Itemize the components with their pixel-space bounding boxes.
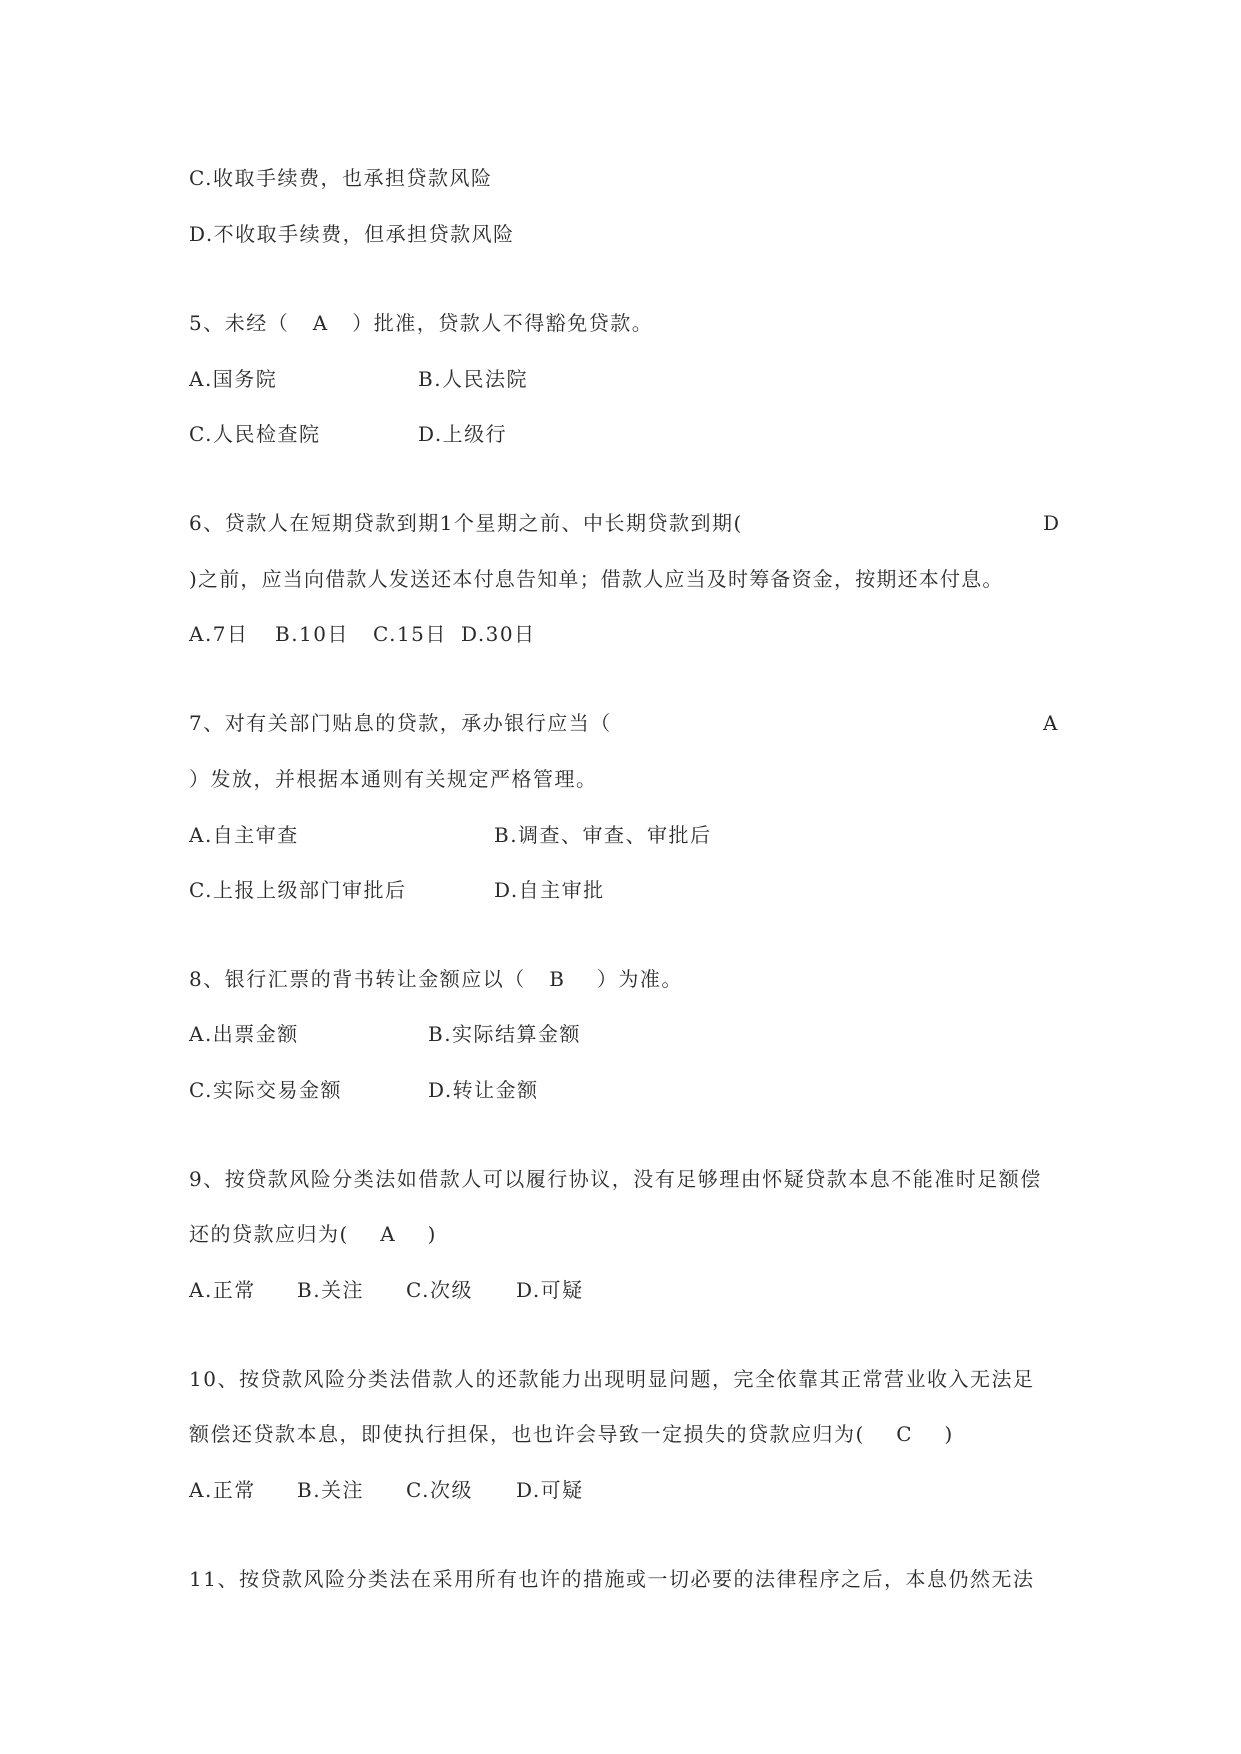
q8-option-c: C.实际交易金额 xyxy=(189,1078,342,1102)
q9-option-d: D.可疑 xyxy=(516,1278,584,1302)
q4-option-d: D.不收取手续费，但承担贷款风险 xyxy=(189,222,515,246)
q10-option-c: C.次级 xyxy=(406,1478,473,1502)
q5-option-a: A.国务院 xyxy=(189,367,278,391)
q8-option-a: A.出票金额 xyxy=(189,1022,299,1046)
q5-option-b: B.人民法院 xyxy=(418,367,529,391)
q10-option-a: A.正常 xyxy=(189,1478,256,1502)
q6-option-c: C.15日 xyxy=(373,622,447,646)
q7-option-b: B.调查、审查、审批后 xyxy=(494,823,712,847)
q10-stem-line2: 额偿还贷款本息，即使执行担保，也也许会导致一定损失的贷款应归为( C ) xyxy=(189,1422,954,1446)
q4-option-c: C.收取手续费，也承担贷款风险 xyxy=(189,166,493,190)
q9-stem-line1: 9、按贷款风险分类法如借款人可以履行协议，没有足够理由怀疑贷款本息不能准时足额偿 xyxy=(189,1167,1042,1191)
q9-stem-line2: 还的贷款应归为( A ) xyxy=(189,1222,437,1246)
q7-answer: A xyxy=(1043,711,1058,735)
q9-option-a: A.正常 xyxy=(189,1278,256,1302)
q8-stem: 8、银行汇票的背书转让金额应以（ B ）为准。 xyxy=(189,967,683,991)
q5-option-c: C.人民检查院 xyxy=(189,422,321,446)
q10-option-d: D.可疑 xyxy=(516,1478,584,1502)
q10-option-b: B.关注 xyxy=(297,1478,365,1502)
q9-option-c: C.次级 xyxy=(406,1278,473,1302)
q10-stem-line1: 10、按贷款风险分类法借款人的还款能力出现明显问题，完全依靠其正常营业收入无法足 xyxy=(189,1367,1035,1391)
q7-option-c: C.上报上级部门审批后 xyxy=(189,878,407,902)
q6-option-a: A.7日 xyxy=(189,622,249,646)
q6-answer: D xyxy=(1043,511,1060,535)
q8-option-d: D.转让金额 xyxy=(428,1078,539,1102)
q9-option-b: B.关注 xyxy=(297,1278,365,1302)
q5-stem: 5、未经（ A ）批准，贷款人不得豁免贷款。 xyxy=(189,311,654,335)
q7-stem-line1: 7、对有关部门贴息的贷款，承办银行应当（ xyxy=(189,711,612,735)
q5-option-d: D.上级行 xyxy=(418,422,508,446)
q6-stem-line2: )之前，应当向借款人发送还本付息告知单；借款人应当及时筹备资金，按期还本付息。 xyxy=(189,567,1004,591)
q6-option-d: D.30日 xyxy=(461,622,536,646)
q8-option-b: B.实际结算金额 xyxy=(428,1022,582,1046)
q7-stem-line2: ）发放，并根据本通则有关规定严格管理。 xyxy=(189,767,598,791)
q6-option-b: B.10日 xyxy=(275,622,350,646)
q7-option-a: A.自主审查 xyxy=(189,823,299,847)
q11-stem-line1: 11、按贷款风险分类法在采用所有也许的措施或一切必要的法律程序之后，本息仍然无法 xyxy=(189,1567,1035,1591)
q7-option-d: D.自主审批 xyxy=(494,878,605,902)
q6-stem-line1: 6、贷款人在短期贷款到期1个星期之前、中长期贷款到期( xyxy=(189,511,743,535)
